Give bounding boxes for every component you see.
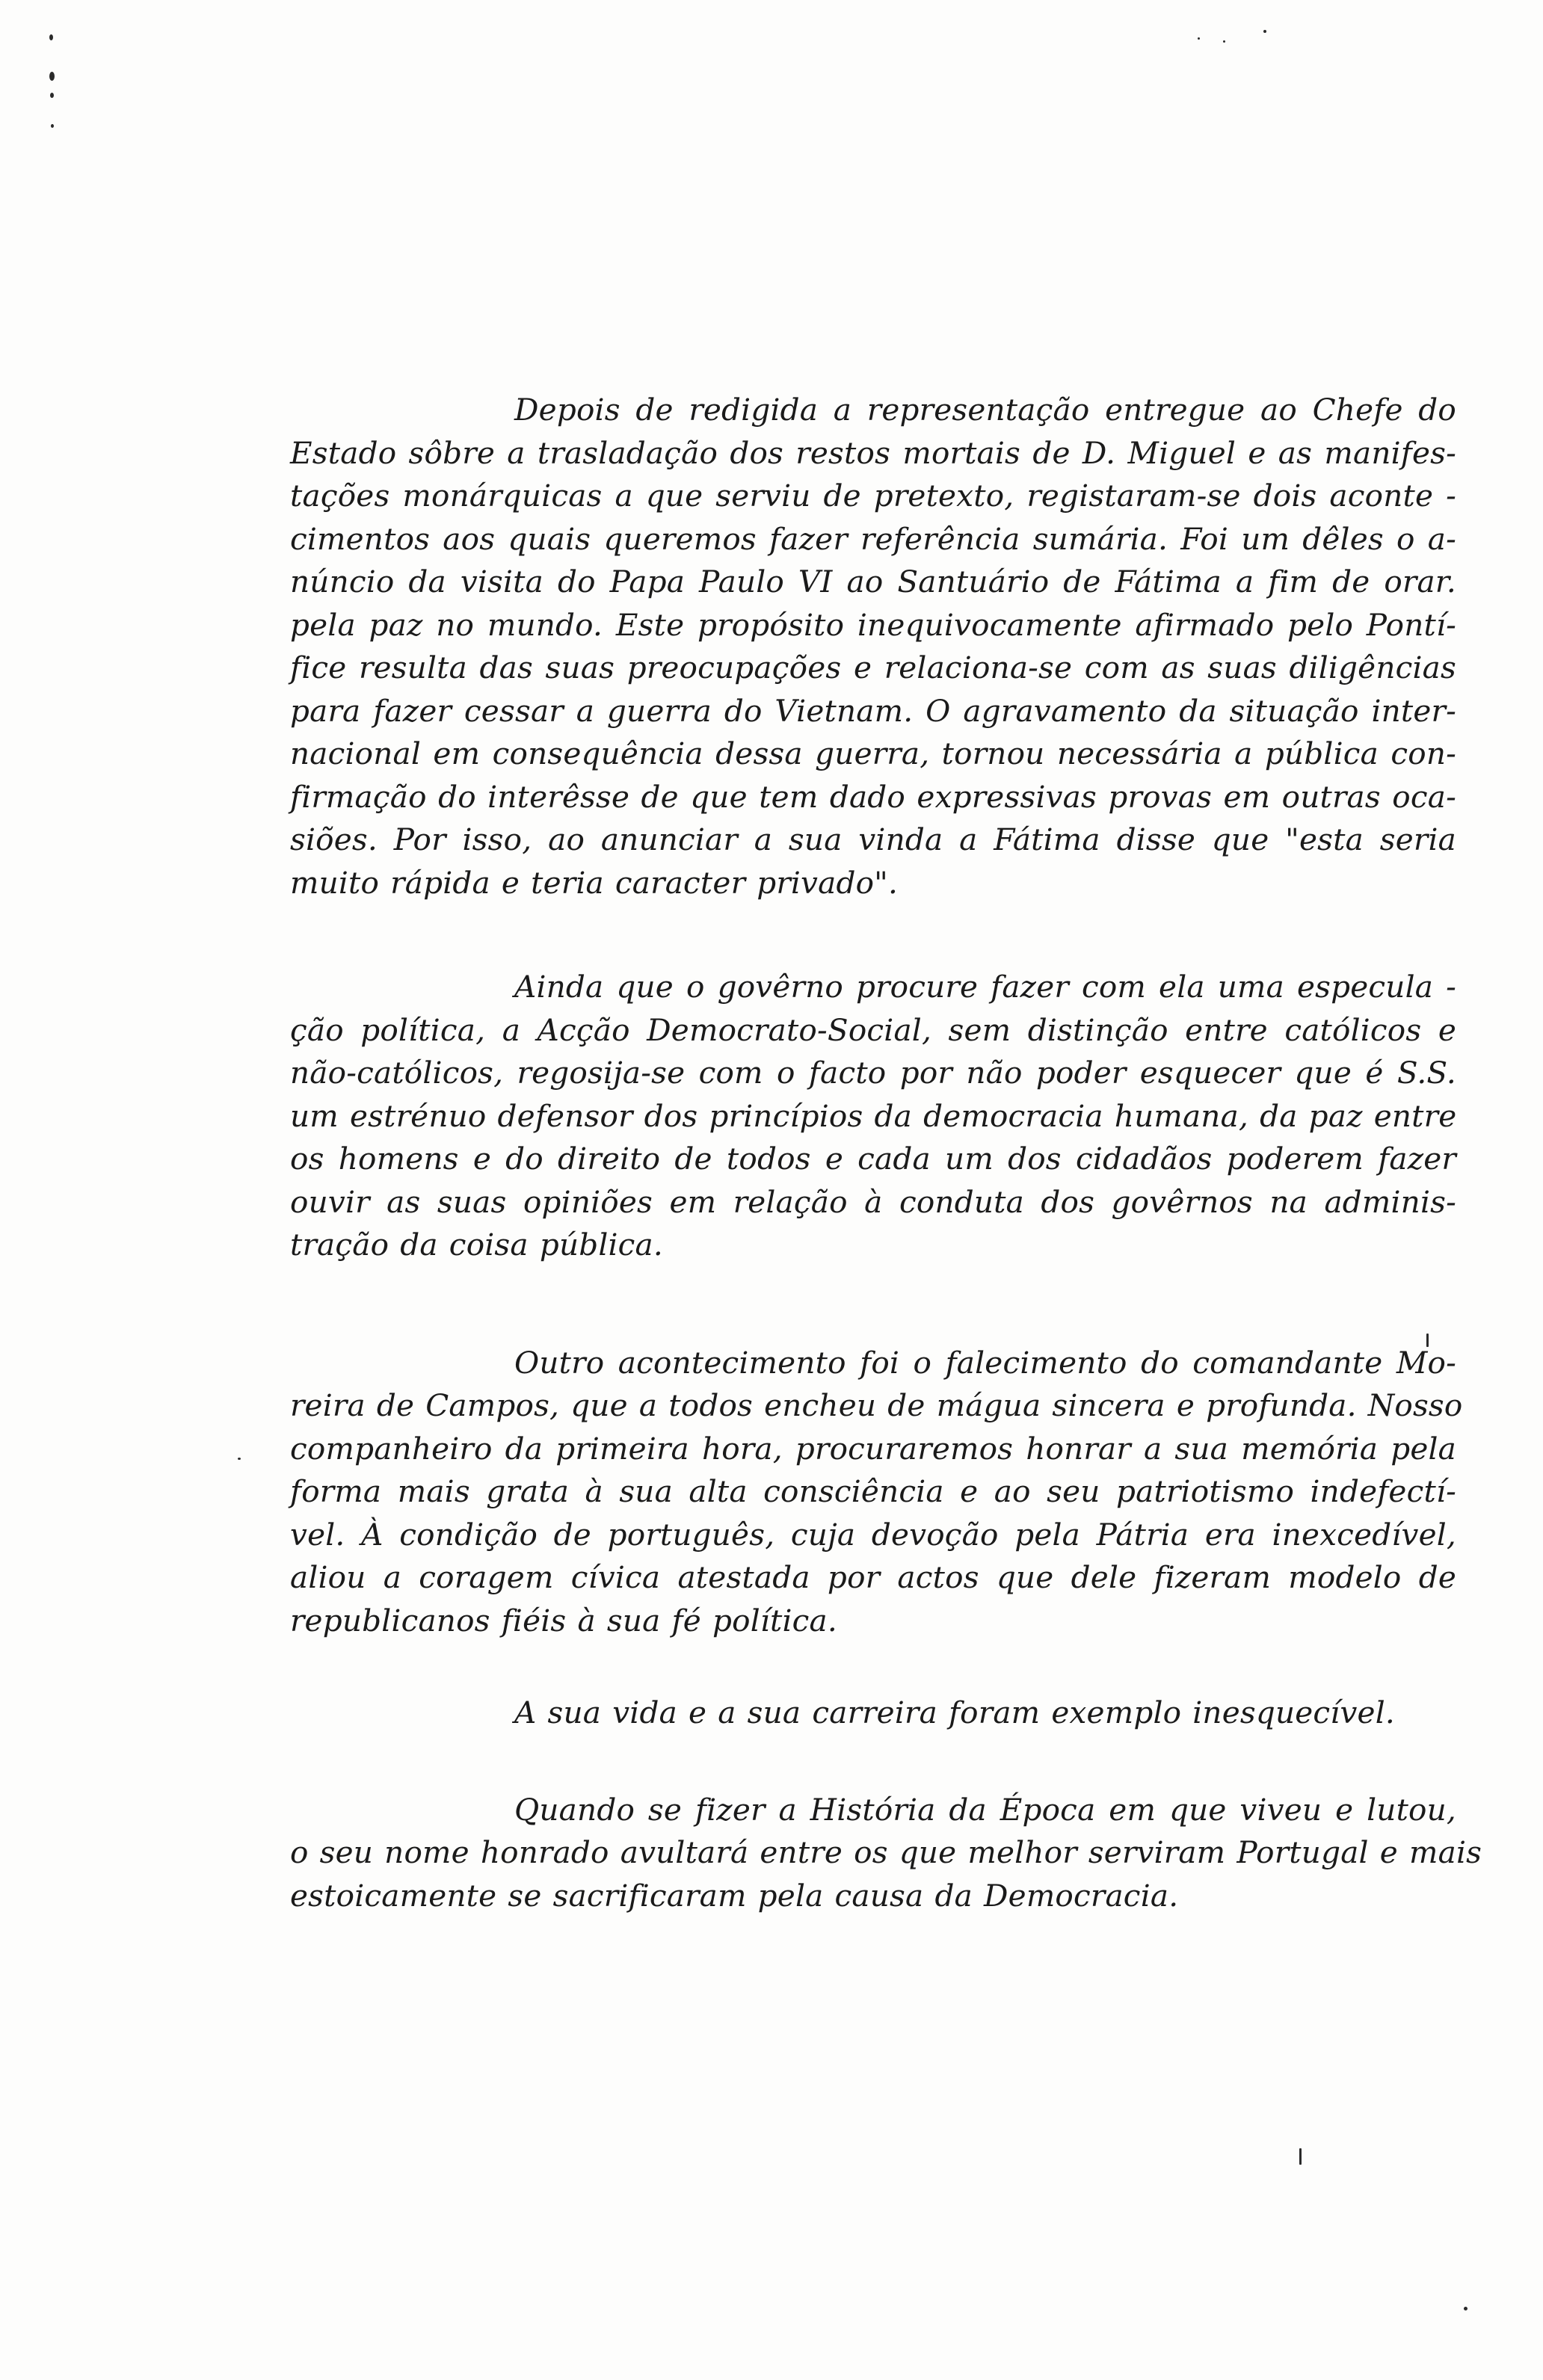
text-line: Outro acontecimento foi o falecimento do comandante Mo- [514,1344,1456,1381]
text-line: nacional em consequência dessa guerra, tornou necessária a pública con- [290,736,1456,771]
text-line: para fazer cessar a guerra do Vietnam. O agravamento da situação inter- [290,692,1456,729]
text-line: vel. À condição de português, cuja devoção pela Pátria era inexcedível, [290,1516,1456,1553]
text-line: ouvir as suas opiniões em relação à conduta dos govêrnos na adminis- [290,1183,1456,1220]
text-line: fice resulta das suas preocupações e relaciona-se com as suas diligências [290,650,1456,685]
text-line: companheiro da primeira hora, procuraremos honrar a sua memória pela [290,1430,1456,1467]
paragraph-gap [290,1642,1456,1692]
scan-speck [51,124,54,128]
paragraph-gap [290,1735,1456,1789]
paragraph-gap [290,1267,1456,1342]
text-line: reira de Campos, que a todos encheu de mágua sincera e profunda. Nosso [290,1387,1463,1423]
text-line: republicanos fiéis à sua fé política. [290,1602,837,1638]
scan-speck [1464,2307,1467,2310]
text-line: tração da coisa pública. [290,1227,663,1263]
text-line: Ainda que o govêrno procure fazer com ela uma especula - [514,969,1456,1005]
text-line: um estrénuo defensor dos princípios da democracia humana, da paz entre [290,1097,1457,1134]
text-line: siões. Por isso, ao anunciar a sua vinda a Fátima disse que "esta seria [290,821,1456,857]
text-line: cimentos aos quais queremos fazer referência sumária. Foi um dêles o a- [290,520,1456,557]
paragraph-career [290,1692,1456,1735]
scan-speck [1299,2148,1302,2165]
text-line: aliou a coragem cívica atestada por actos que dele fizeram modelo de [290,1559,1456,1595]
text-line: não-católicos, regosija-se com o facto por não poder esquecer que é S.S. [290,1055,1456,1091]
scan-speck [1263,30,1266,33]
text-line: muito rápida e teria caracter privado". [290,864,899,901]
scan-speck [1223,40,1225,43]
paragraph-history [290,1789,1482,1918]
text-line: os homens e do direito de todos e cada um dos cidadãos poderem fazer [290,1141,1456,1177]
paragraph-political-speculation [290,966,1456,1267]
scan-speck [49,72,55,81]
paragraph-moreira-de-campos [290,1342,1463,1643]
scan-speck [49,34,53,40]
text-line: pela paz no mundo. Este propósito inequivocamente afirmado pelo Pontí- [290,606,1456,643]
text-line: forma mais grata à sua alta consciência e ao seu patriotismo indefectí- [290,1473,1456,1509]
text-line: o seu nome honrado avultará entre os que melhor serviram Portugal e mais [290,1834,1482,1870]
text-line: firmação do interêsse de que tem dado expressivas provas em outras oca- [290,778,1456,815]
paragraph-gap [290,904,1456,966]
text-line: A sua vida e a sua carreira foram exemplo inesquecível. [514,1695,1395,1730]
text-line: estoicamente se sacrificaram pela causa da Democracia. [290,1877,1179,1914]
text-line: Quando se fizer a História da Época em que viveu e lutou, [514,1791,1456,1828]
paragraph-papal-visit [290,389,1456,904]
text-line: ção política, a Acção Democrato-Social, sem distinção entre católicos e [290,1011,1456,1048]
document-body [290,389,1482,1917]
scan-speck [238,1458,241,1460]
text-line: tações monárquicas a que serviu de pretexto, registaram-se dois aconte - [290,478,1456,514]
text-line: Estado sôbre a trasladação dos restos mortais de D. Miguel e as manifes- [290,434,1456,471]
scan-speck [50,93,54,98]
text-line: Depois de redigida a representação entregue ao Chefe do [514,392,1456,428]
text-line: núncio da visita do Papa Paulo VI ao Santuário de Fátima a fim de orar. [290,564,1456,599]
scan-speck [1198,37,1200,40]
